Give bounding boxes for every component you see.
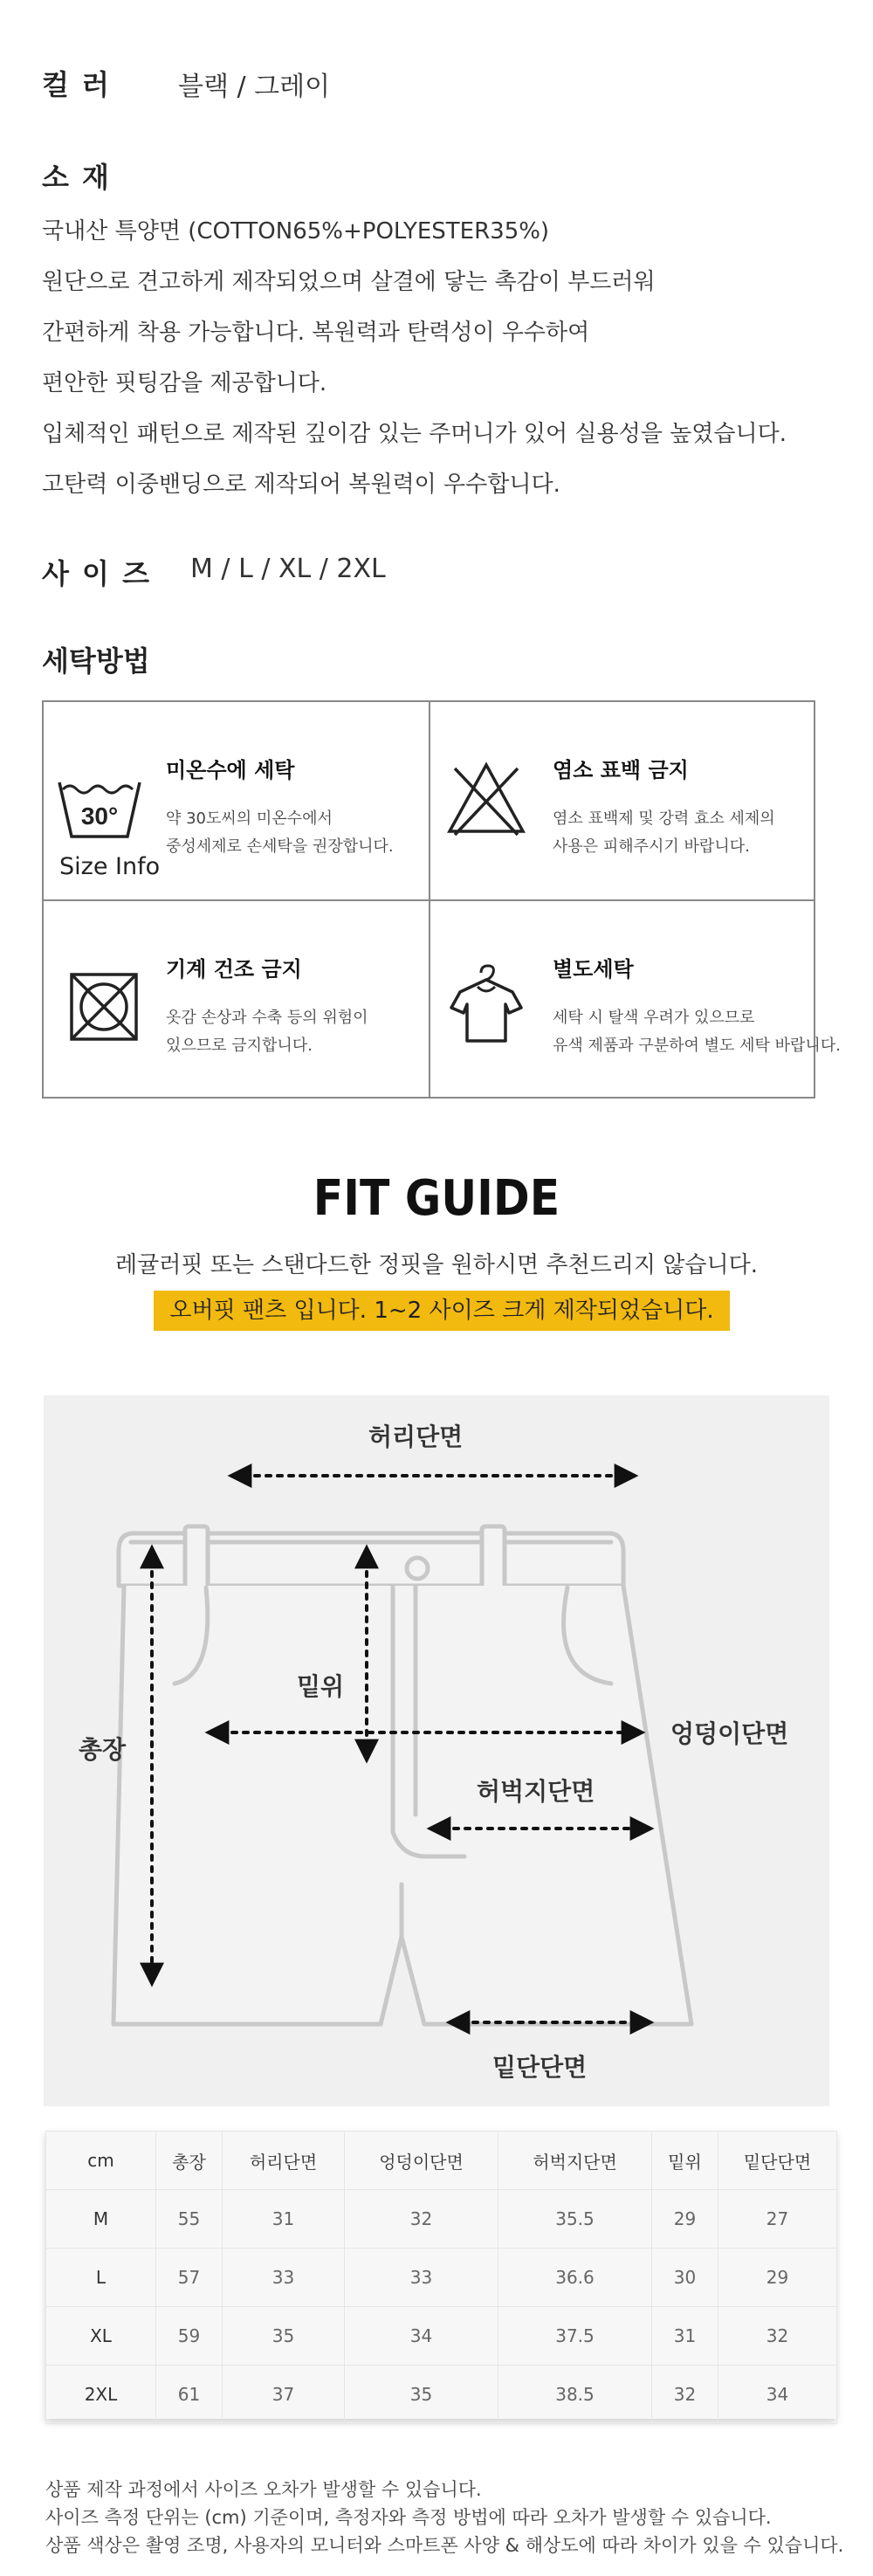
column-header: 총장 — [156, 2132, 223, 2190]
table-cell: 32 — [652, 2366, 718, 2424]
wash-30-icon — [56, 772, 143, 851]
material-description — [42, 206, 787, 510]
table-cell: 34 — [345, 2307, 498, 2366]
measurement-diagram — [44, 1395, 829, 2106]
column-header: 밑단단면 — [718, 2132, 837, 2190]
care-item-title: 미온수에 세탁 — [166, 758, 295, 782]
table-cell: 35 — [223, 2307, 345, 2366]
table-cell: 33 — [223, 2249, 345, 2307]
table-cell: 30 — [652, 2249, 718, 2307]
table-cell: 34 — [718, 2366, 837, 2424]
fit-guide-subtitle: 레귤러핏 또는 스탠다드한 정핏을 원하시면 추천드리지 않습니다. — [115, 1252, 758, 1278]
column-header: 엉덩이단면 — [345, 2132, 498, 2190]
fit-guide-highlight: 오버핏 팬츠 입니다. 1~2 사이즈 크게 제작되었습니다. — [154, 1291, 730, 1331]
thigh-label: 허벅지단면 — [477, 1777, 595, 1806]
care-item-separate — [430, 901, 841, 1099]
table-cell: 59 — [156, 2307, 223, 2366]
note-line: 상품 제작 과정에서 사이즈 오차가 발생할 수 있습니다. — [45, 2479, 482, 2500]
table-cell: 36.6 — [498, 2249, 652, 2307]
size-label: 사 이 즈 — [42, 557, 152, 590]
hip-label: 엉덩이단면 — [670, 1719, 789, 1748]
table-cell: 27 — [718, 2190, 837, 2249]
table-cell: 61 — [156, 2366, 223, 2424]
wash-temp-text: 30° — [80, 802, 119, 830]
color-value: 블랙 / 그레이 — [178, 72, 331, 102]
material-line: 편안한 핏팅감을 제공합니다. — [42, 370, 327, 396]
material-line: 원단으로 견고하게 제작되었으며 살결에 닿는 촉감이 부드러워 — [42, 269, 656, 295]
table-row — [46, 2366, 837, 2424]
table-cell: M — [46, 2190, 156, 2249]
table-cell: 57 — [156, 2249, 223, 2307]
color-label: 컬 러 — [42, 68, 111, 101]
material-line: 국내산 특양면 (COTTON65%+POLYESTER35%) — [42, 218, 550, 245]
care-item-title: 기계 건조 금지 — [166, 957, 302, 981]
care-item-wash — [44, 702, 429, 899]
care-item-bleach — [430, 702, 815, 899]
table-row — [46, 2307, 837, 2366]
fit-guide-title: FIT GUIDE — [313, 1170, 560, 1227]
table-row — [46, 2190, 837, 2249]
column-header: 밑위 — [652, 2132, 718, 2190]
care-item-title: 별도세탁 — [553, 957, 634, 981]
table-header-row — [46, 2132, 837, 2190]
table-cell: 31 — [652, 2307, 718, 2366]
table-cell: 35 — [345, 2366, 498, 2424]
note-line: 사이즈 측정 단위는 (cm) 기준이며, 측정자와 측정 방법에 따라 오차가 발생할 수 있습니다. — [45, 2507, 772, 2528]
material-line: 입체적인 패턴으로 제작된 깊이감 있는 주머니가 있어 실용성을 높였습니다. — [42, 421, 787, 447]
column-header: cm — [46, 2132, 156, 2190]
length-label: 총장 — [79, 1735, 127, 1764]
table-cell: 37 — [223, 2366, 345, 2424]
table-cell: 29 — [718, 2249, 837, 2307]
table-cell: 35.5 — [498, 2190, 652, 2249]
table-cell: 38.5 — [498, 2366, 652, 2424]
care-item-desc: 약 30도씨의 미온수에서 중성세제로 손세탁을 권장합니다. — [166, 809, 394, 856]
hem-label: 밑단단면 — [492, 2053, 588, 2082]
care-item-desc: 염소 표백제 및 강력 효소 세제의 사용은 피해주시기 바랍니다. — [553, 809, 775, 856]
table-row — [46, 2249, 837, 2307]
waist-label: 허리단면 — [368, 1422, 464, 1451]
table-cell: 33 — [345, 2249, 498, 2307]
table-cell: 29 — [652, 2190, 718, 2249]
no-tumble-dry-icon — [56, 969, 143, 1048]
note-line: 상품 색상은 촬영 조명, 사용자의 모니터와 스마트폰 사양 & 해상도에 따라 차이가 있을 수 있습니다. — [45, 2535, 844, 2556]
material-line: 고탄력 이중밴딩으로 제작되어 복원력이 우수합니다. — [42, 472, 560, 498]
table-cell: 55 — [156, 2190, 223, 2249]
column-header: 허리단면 — [223, 2132, 345, 2190]
care-item-desc: 옷감 손상과 수축 등의 위험이 있으므로 금지합니다. — [166, 1009, 368, 1055]
material-label: 소 재 — [42, 161, 111, 194]
size-notes — [45, 2476, 843, 2559]
care-table — [42, 700, 841, 1099]
table-cell: 32 — [718, 2307, 837, 2366]
material-line: 간편하게 착용 가능합니다. 복원력과 탄력성이 우수하여 — [42, 320, 590, 346]
care-item-dry — [44, 901, 429, 1099]
table-cell: 37.5 — [498, 2307, 652, 2366]
size-info-label: Size Info — [59, 853, 161, 880]
table-cell: L — [46, 2249, 156, 2307]
care-item-title: 염소 표백 금지 — [553, 758, 689, 782]
size-value: M / L / XL / 2XL — [190, 554, 386, 584]
no-bleach-icon — [443, 760, 530, 838]
rise-label: 밑위 — [297, 1672, 345, 1701]
care-title: 세탁방법 — [42, 644, 150, 678]
size-table — [45, 2131, 836, 2419]
table-cell: 31 — [223, 2190, 345, 2249]
care-item-desc: 세탁 시 탈색 우려가 있으므로 유색 제품과 구분하여 별도 세탁 바랍니다. — [553, 1009, 841, 1055]
table-cell: 32 — [345, 2190, 498, 2249]
table-cell: 2XL — [46, 2366, 156, 2424]
column-header: 허벅지단면 — [498, 2132, 652, 2190]
hanger-shirt-icon — [443, 964, 530, 1043]
shorts-illustration — [44, 1395, 829, 2106]
table-cell: XL — [46, 2307, 156, 2366]
